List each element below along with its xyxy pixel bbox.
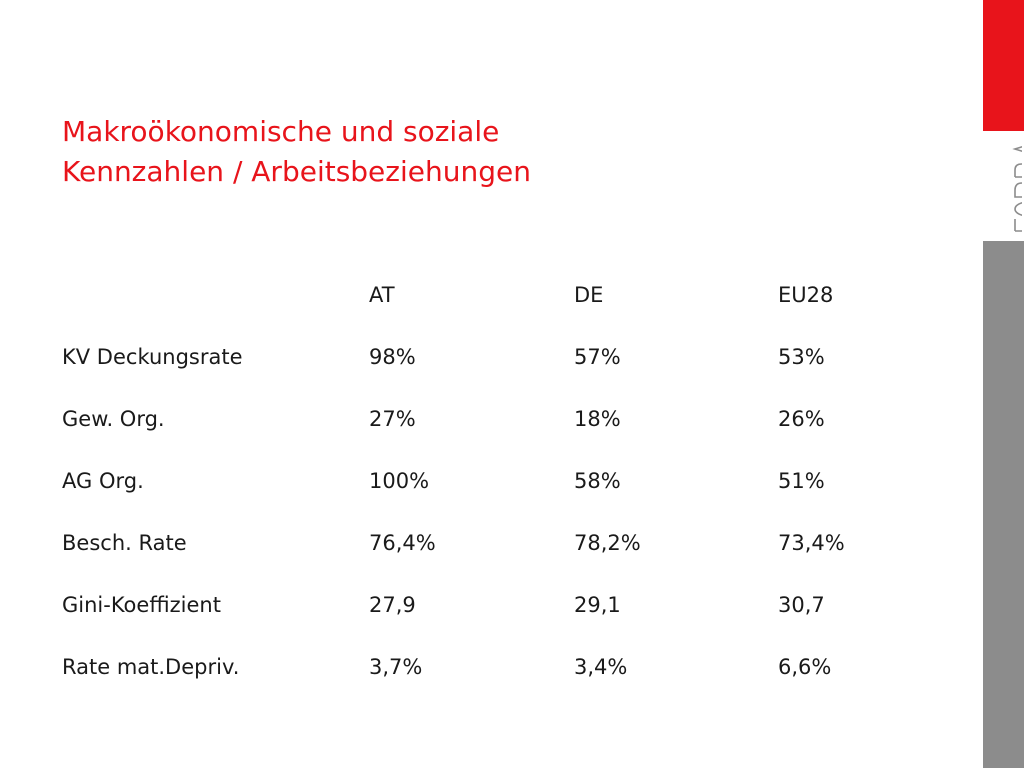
header-cell-de: DE bbox=[574, 283, 604, 307]
row-label: Gew. Org. bbox=[62, 407, 165, 431]
table-header-row bbox=[62, 278, 942, 340]
cell-de: 18% bbox=[574, 407, 621, 431]
cell-de: 29,1 bbox=[574, 593, 621, 617]
table-row bbox=[62, 464, 942, 526]
indicator-table bbox=[62, 278, 942, 712]
cell-de: 58% bbox=[574, 469, 621, 493]
cell-at: 27,9 bbox=[369, 593, 416, 617]
table-row bbox=[62, 650, 942, 712]
cell-at: 3,7% bbox=[369, 655, 423, 679]
brand-sidebar-accent bbox=[983, 0, 1024, 131]
table-row bbox=[62, 588, 942, 650]
row-label: Rate mat.Depriv. bbox=[62, 655, 240, 679]
header-cell-at: AT bbox=[369, 283, 395, 307]
cell-de: 78,2% bbox=[574, 531, 641, 555]
cell-de: 3,4% bbox=[574, 655, 628, 679]
brand-logo bbox=[983, 131, 1024, 241]
table-row bbox=[62, 402, 942, 464]
cell-de: 57% bbox=[574, 345, 621, 369]
forba-logo-icon bbox=[985, 139, 1022, 235]
table-row bbox=[62, 526, 942, 588]
cell-at: 100% bbox=[369, 469, 430, 493]
table-row bbox=[62, 340, 942, 402]
cell-eu28: 53% bbox=[778, 345, 825, 369]
slide-title-line-1: Makroökonomische und soziale bbox=[62, 115, 500, 148]
cell-eu28: 30,7 bbox=[778, 593, 825, 617]
slide-title bbox=[62, 112, 942, 192]
cell-at: 76,4% bbox=[369, 531, 436, 555]
cell-eu28: 51% bbox=[778, 469, 825, 493]
cell-eu28: 6,6% bbox=[778, 655, 832, 679]
cell-at: 27% bbox=[369, 407, 416, 431]
cell-at: 98% bbox=[369, 345, 416, 369]
brand-sidebar bbox=[983, 0, 1024, 768]
row-label: Besch. Rate bbox=[62, 531, 187, 555]
cell-eu28: 26% bbox=[778, 407, 825, 431]
row-label: Gini-Koeffizient bbox=[62, 593, 221, 617]
slide-title-line-2: Kennzahlen / Arbeitsbeziehungen bbox=[62, 155, 531, 188]
cell-eu28: 73,4% bbox=[778, 531, 845, 555]
row-label: AG Org. bbox=[62, 469, 144, 493]
row-label: KV Deckungsrate bbox=[62, 345, 243, 369]
header-cell-eu28: EU28 bbox=[778, 283, 834, 307]
